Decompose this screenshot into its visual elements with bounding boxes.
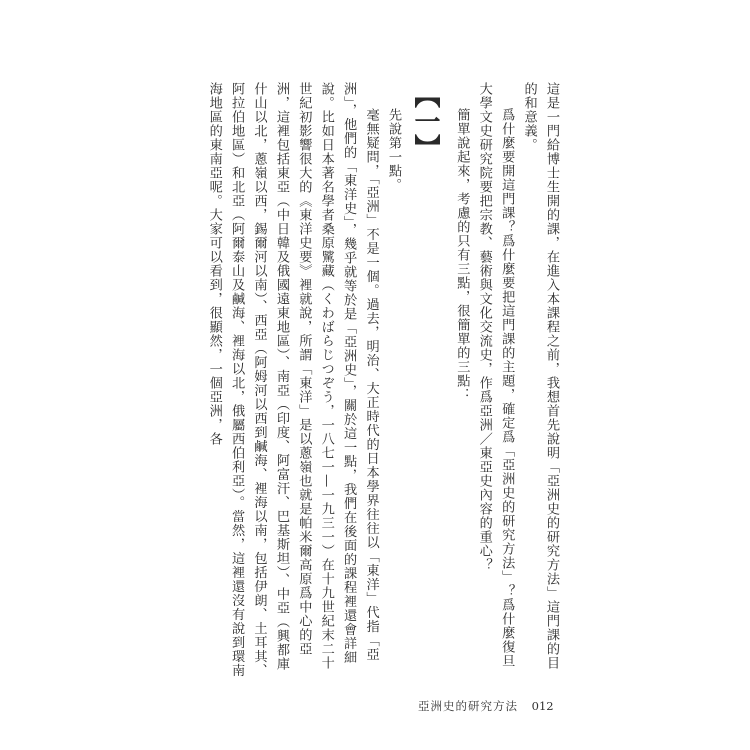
page-footer bbox=[418, 698, 554, 714]
running-title: 亞洲史的研究方法 bbox=[418, 699, 518, 713]
paragraph-asia-discussion: 毫無疑問，「亞洲」不是一個。過去，明治、大正時代的日本學界往往以「東洋」代指「亞洲」，他們的「東洋史」，幾乎就等於是「亞洲史」，關於這一點，我們在後面的課程裡還會詳細說。比如日本著名學者桑原騭藏（くわばらじつぞう，一八七一—一九三一）在十九世紀末二十世紀初影響很大的《東洋史要》裡就說，所謂「東洋」是以蔥嶺也就是帕米爾高原爲中心的亞洲，這裡包括東亞（中日韓及俄國遠東地區）、南亞（印度、阿富汗、巴基斯坦）、中亞（興都庫什山以北，蔥嶺以西，錫爾河以南）、西亞（阿姆河以西到鹹海、裡海以南，包括伊朗、土耳其、阿拉伯地區）和北亞（阿爾泰山及鹹海、裡海以北，俄屬西伯利亞）。當然，這裡還沒有說到環南海地區的東南亞呢。大家可以看到，很顯然，一個亞洲，各 bbox=[206, 82, 379, 678]
section-heading-one: 【一】 bbox=[409, 82, 440, 160]
paragraph-three-points: 簡單說起來，考慮的只有三點，很簡單的三點： bbox=[454, 108, 470, 403]
vertical-body-text bbox=[202, 82, 562, 682]
paragraph-intro: 這是一門給博士生開的課，在進入本課程之前，我想首先說明「亞洲史的研究方法」這門課的目的和意義。 bbox=[521, 82, 559, 670]
paragraph-first-point: 先說第一點。 bbox=[385, 108, 401, 193]
page-number: 012 bbox=[531, 699, 554, 713]
paragraph-questions: 爲什麼要開這門課？爲什麼要把這門課的主題，確定爲「亞洲史的研究方法」？爲什麼復旦大學文史研究院要把宗教、藝術與文化交流史，作爲亞洲／東亞史內容的重心？ bbox=[476, 82, 515, 669]
